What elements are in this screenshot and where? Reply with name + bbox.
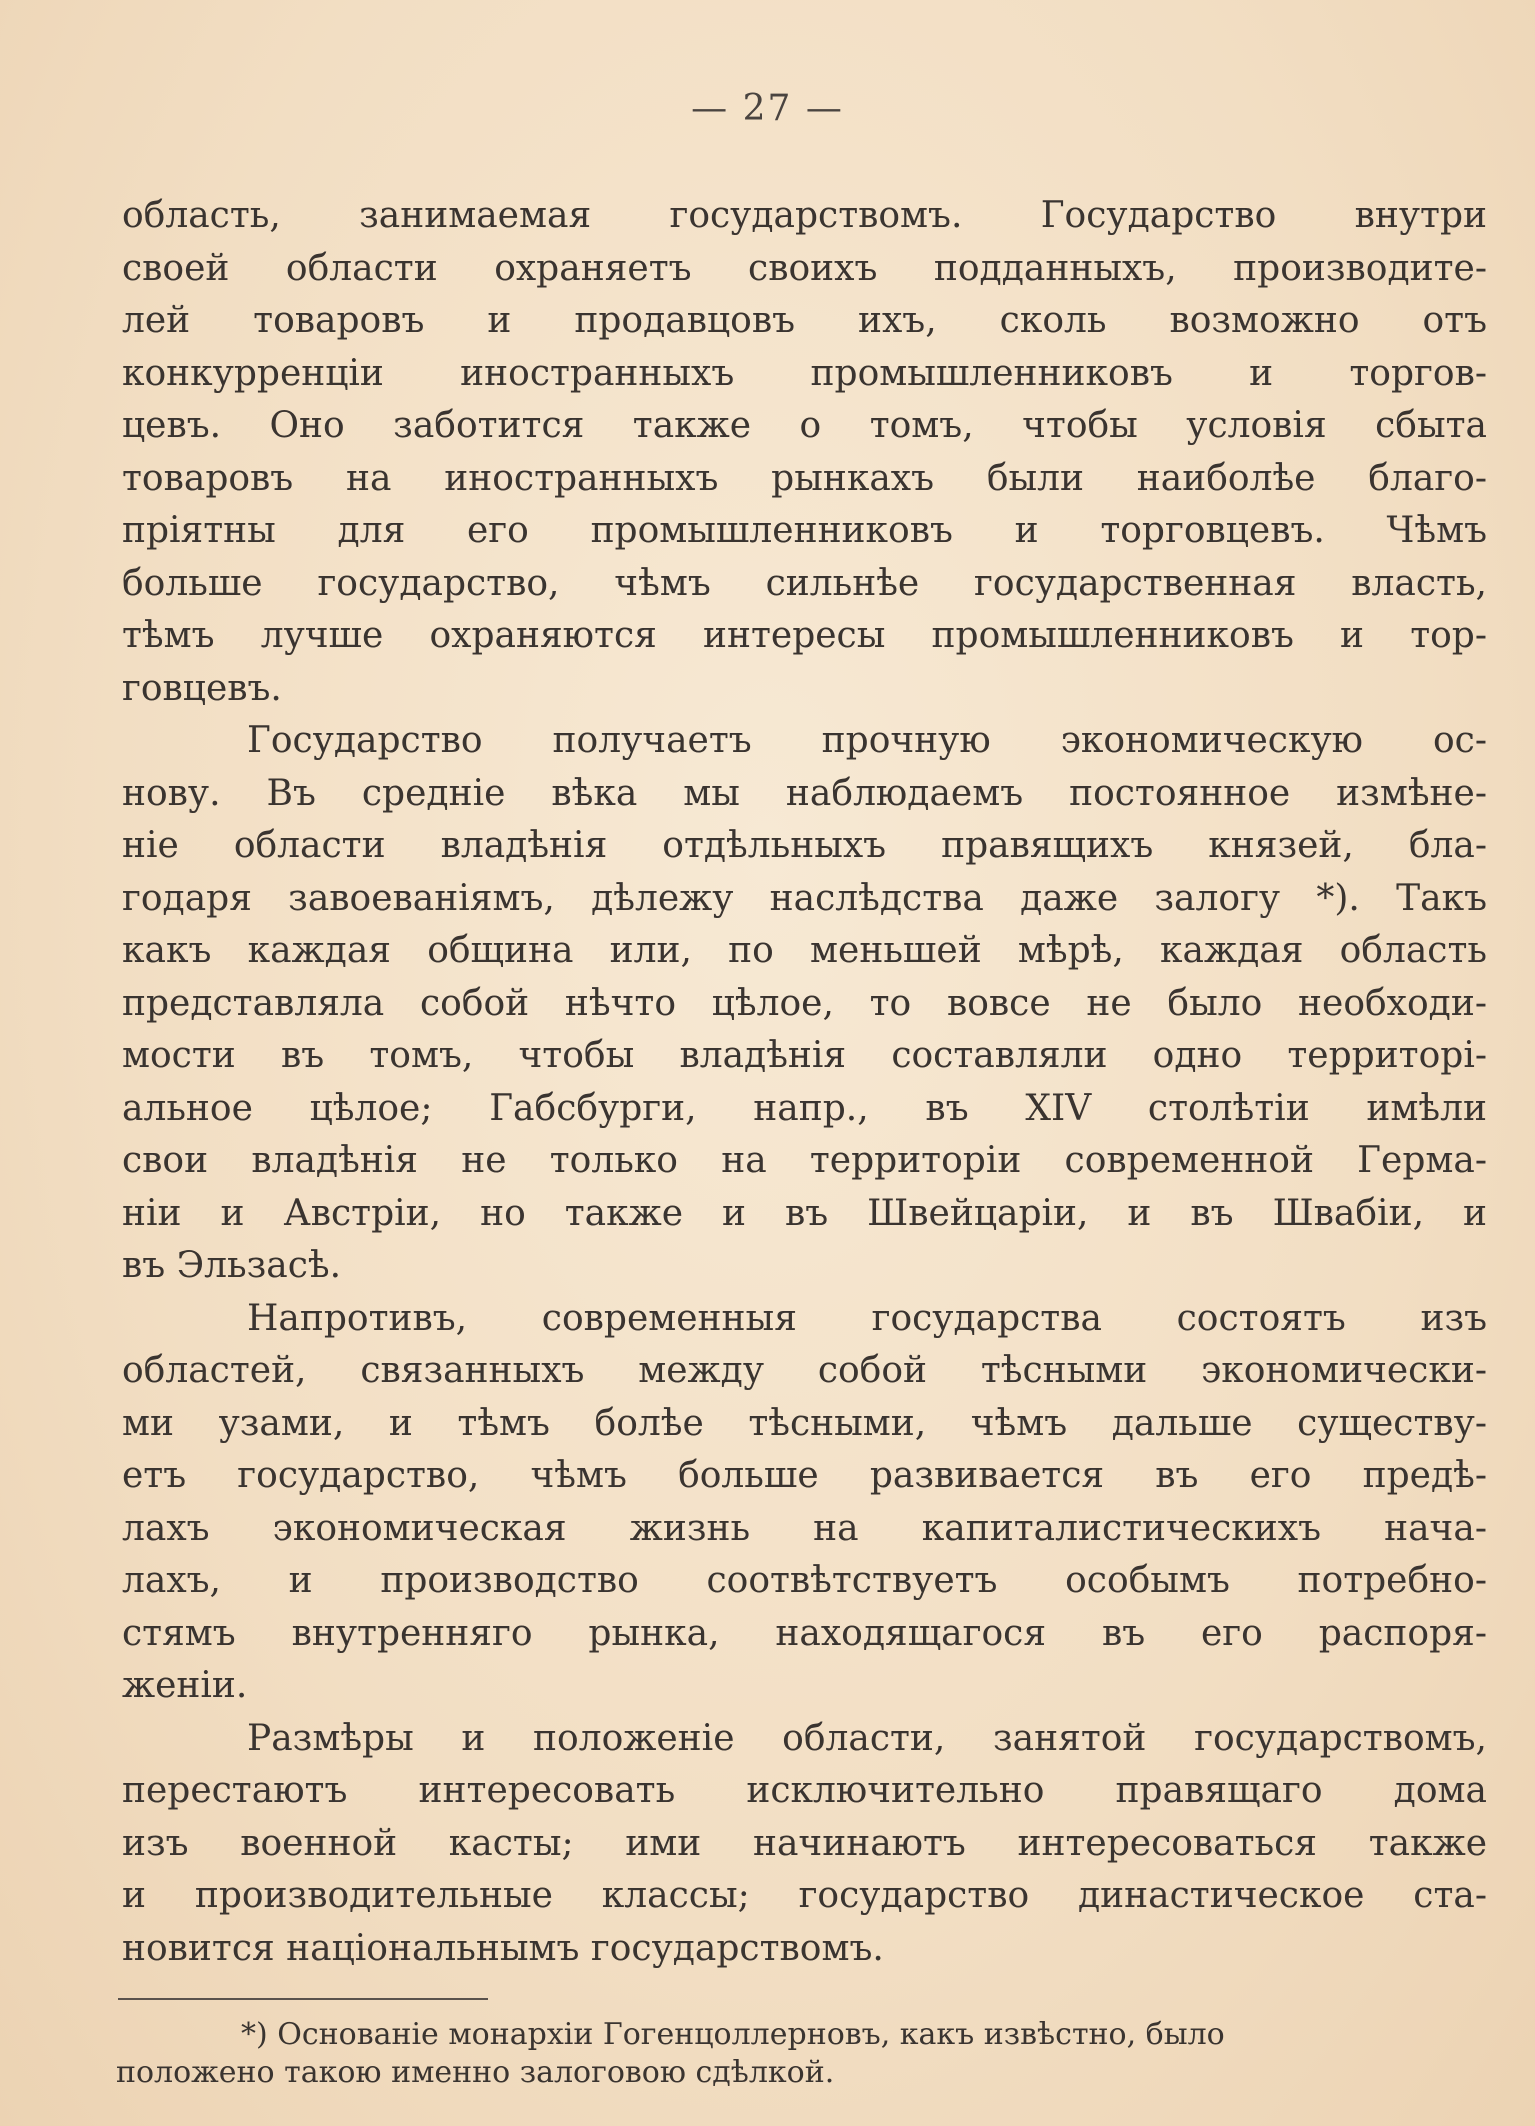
text-line: ніе области владѣнія отдѣльныхъ правящихъ князей, бла- [122,825,1487,866]
text-line: етъ государство, чѣмъ больше развивается въ его предѣ- [122,1455,1487,1496]
text-line: альное цѣлое; Габсбурги, напр., въ XIV столѣтіи имѣли [122,1087,1487,1129]
text-line: женіи. [122,1665,248,1706]
text-line: своей области охраняетъ своихъ подданныхъ, производите- [122,247,1487,289]
paragraph-1 [122,190,1487,715]
text-line: лахъ, и производство соотвѣтствуетъ особымъ потребно- [122,1560,1487,1601]
text-line: говцевъ. [122,667,282,709]
text-line: товаровъ на иностранныхъ рынкахъ были наиболѣе благо- [122,457,1487,499]
footnote-line: *) Основаніе монархіи Гогенцоллерновъ, какъ извѣстно, было [241,2017,1225,2052]
paragraph-2 [122,715,1487,1293]
text-line: лей товаровъ и продавцовъ ихъ, сколь возможно отъ [122,300,1487,341]
paragraph-4 [122,1713,1487,1976]
text-line: больше государство, чѣмъ сильнѣе государственная власть, [122,562,1487,604]
text-line: годаря завоеваніямъ, дѣлежу наслѣдства даже залогу *). Такъ [122,877,1487,919]
text-line: пріятны для его промышленниковъ и торговцевъ. Чѣмъ [122,510,1487,551]
text-line: конкурренціи иностранныхъ промышленниковъ и торгов- [122,352,1487,394]
text-line: стямъ внутренняго рынка, находящагося въ его распоря- [122,1612,1487,1654]
paragraph-3 [122,1293,1487,1713]
text-line: какъ каждая община или, по меньшей мѣрѣ, каждая область [122,930,1487,971]
text-line: Государство получаетъ прочную экономическую ос- [247,720,1487,761]
text-line: представляла собой нѣчто цѣлое, то вовсе не было необходи- [122,982,1487,1024]
text-line: Напротивъ, современныя государства состоятъ изъ [247,1297,1487,1339]
text-line: область, занимаемая государствомъ. Государство внутри [122,195,1487,236]
footnote-line: положено такою именно залоговою сдѣлкой. [116,2055,835,2090]
text-line: нову. Въ средніе вѣка мы наблюдаемъ постоянное измѣне- [122,772,1487,814]
text-line: и производительные классы; государство династическое ста- [122,1875,1487,1916]
text-line: мости въ томъ, чтобы владѣнія составляли одно территорі- [122,1035,1487,1076]
footnote [116,2016,1476,2092]
text-line: тѣмъ лучше охраняются интересы промышленниковъ и тор- [122,615,1487,656]
page-number: — 27 — [691,88,844,129]
text-line: областей, связанныхъ между собой тѣсными экономически- [122,1350,1487,1391]
body-text [122,190,1487,1975]
text-line: ми узами, и тѣмъ болѣе тѣсными, чѣмъ дальше существу- [122,1402,1487,1444]
text-line: въ Эльзасѣ. [122,1245,342,1286]
text-line: перестаютъ интересовать исключительно правящаго дома [122,1770,1487,1811]
text-line: Размѣры и положеніе области, занятой государствомъ, [247,1717,1487,1759]
text-line: свои владѣнія не только на территоріи современной Герма- [122,1140,1487,1181]
text-line: лахъ экономическая жизнь на капиталистическихъ нача- [122,1507,1487,1549]
text-line: ніи и Австріи, но также и въ Швейцаріи, и въ Швабіи, и [122,1192,1487,1234]
footnote-divider [118,1998,488,2000]
text-line: новится національнымъ государствомъ. [122,1927,884,1969]
text-line: цевъ. Оно заботится также о томъ, чтобы условія сбыта [122,405,1487,446]
text-line: изъ военной касты; ими начинаютъ интересоваться также [122,1822,1487,1864]
